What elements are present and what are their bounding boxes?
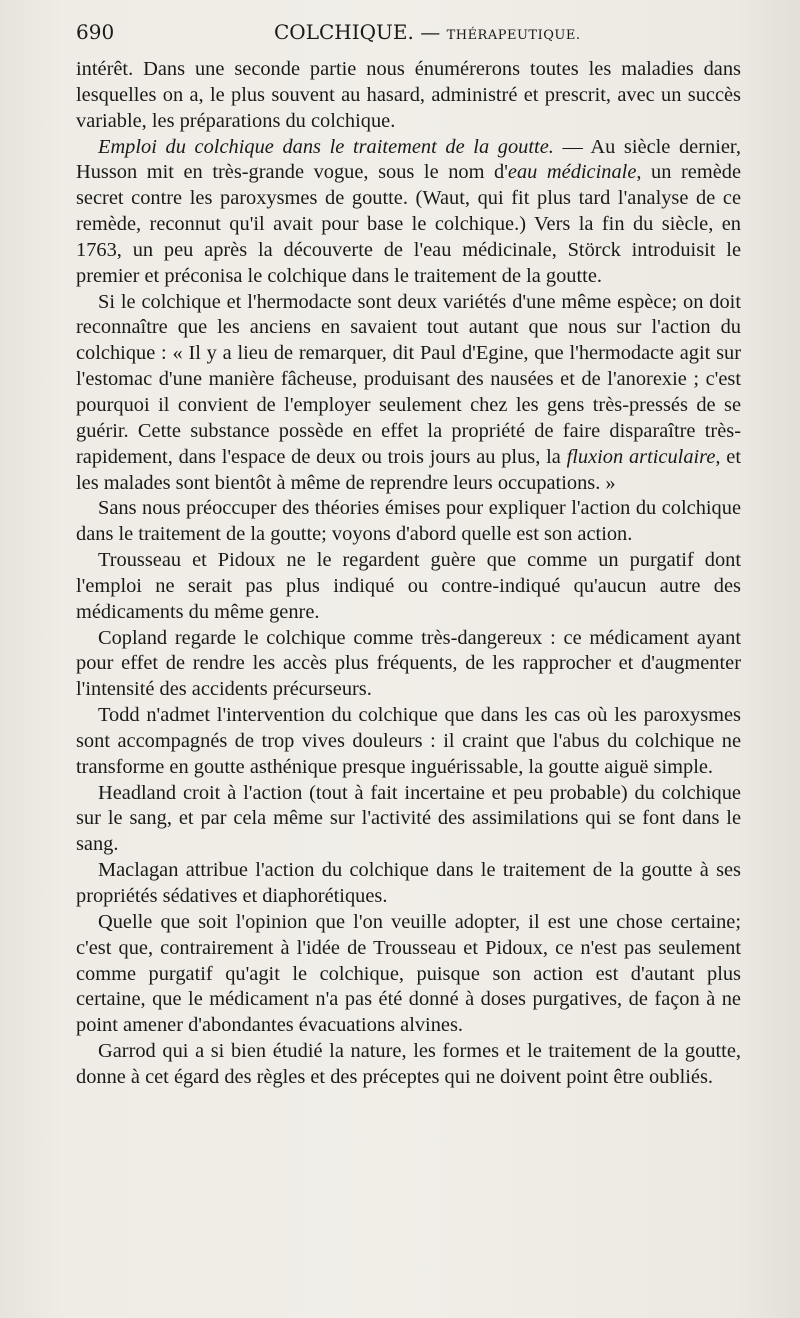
body-text (76, 57, 741, 1091)
paragraph: Quelle que soit l'opinion que l'on veuille adopter, il est une chose certaine; c'est que, contrairement à l'idée de Trousseau et Pidoux, ce n'est pas seulement comme purgatif qu'agit le colchique, puisque son action est d'autant plus certaine, que le médicament n'a pas été donné à doses purgatives, de façon à ne point amener d'abondantes évacuations alvines. (76, 910, 741, 1037)
paragraph: Maclagan attribue l'action du colchique dans le traitement de la goutte à ses propriétés sédatives et diaphorétiques. (76, 859, 741, 907)
running-title (274, 20, 580, 44)
paragraph: Si le colchique et l'hermodacte sont deux variétés d'une même espèce; on doit reconnaître que les anciens en savaient tout autant que nous sur l'action du colchique : « Il y a lieu de remarquer, dit Paul d'Egine, que l'hermodacte agit sur l'estomac d'une manière fâcheuse, produisant des nausées et de l'anorexie ; c'est pourquoi il convient de l'employer seulement chez les gens très-pressés de se guérir. Cette substance possède en effet la propriété de faire disparaître très-rapidement, dans l'espace de deux ou trois jours au plus, la fluxion articulaire, et les malades sont bientôt à même de reprendre leurs occupations. » (76, 290, 741, 494)
header-dash: — (420, 20, 441, 44)
running-header (76, 20, 742, 50)
paragraph: Todd n'admet l'intervention du colchique que dans les cas où les paroxysmes sont accompagnés de trop vives douleurs : il craint que l'abus du colchique ne transforme en goutte asthénique presque inguérissable, la goutte aiguë simple. (76, 704, 741, 778)
header-subtitle: THÉRAPEUTIQUE. (446, 28, 581, 43)
paragraph: Emploi du colchique dans le traitement de la goutte. — Au siècle dernier, Husson mit en très-grande vogue, sous le nom d'eau médicinale, un remède secret contre les paroxysmes de goutte. (Waut, qui fit plus tard l'analyse de ce remède, reconnut qu'il avait pour base le colchique.) Vers la fin du siècle, en 1763, un peu après la découverte de l'eau médicinale, Störck introduisit le premier et préconisa le colchique dans le traitement de la goutte. (76, 135, 741, 287)
paragraph: Headland croit à l'action (tout à fait incertaine et peu probable) du colchique sur le sang, et par cela même sur l'activité des assimilations qui se font dans le sang. (76, 781, 741, 856)
page-number: 690 (76, 20, 115, 44)
paragraph: Copland regarde le colchique comme très-dangereux : ce médicament ayant pour effet de rendre les accès plus fréquents, de les rapprocher et d'augmenter l'intensité des accidents précurseurs. (76, 626, 741, 701)
section-heading: Emploi du colchique dans le traitement de la goutte. (98, 135, 554, 158)
paragraph: Garrod qui a si bien étudié la nature, les formes et le traitement de la goutte, donne à cet égard des règles et des préceptes qui ne doivent point être oubliés. (76, 1040, 741, 1088)
paragraph: Trousseau et Pidoux ne le regardent guère que comme un purgatif dont l'emploi ne serait pas plus indiqué ou contre-indiqué qu'aucun autre des médicaments du même genre. (76, 549, 741, 623)
paragraph: intérêt. Dans une seconde partie nous énumérerons toutes les maladies dans lesquelles on a, le plus souvent au hasard, administré et prescrit, avec un succès variable, les préparations du colchique. (76, 58, 741, 132)
paragraph: Sans nous préoccuper des théories émises pour expliquer l'action du colchique dans le traitement de la goutte; voyons d'abord quelle est son action. (76, 497, 741, 546)
header-title: COLCHIQUE. (274, 20, 414, 44)
